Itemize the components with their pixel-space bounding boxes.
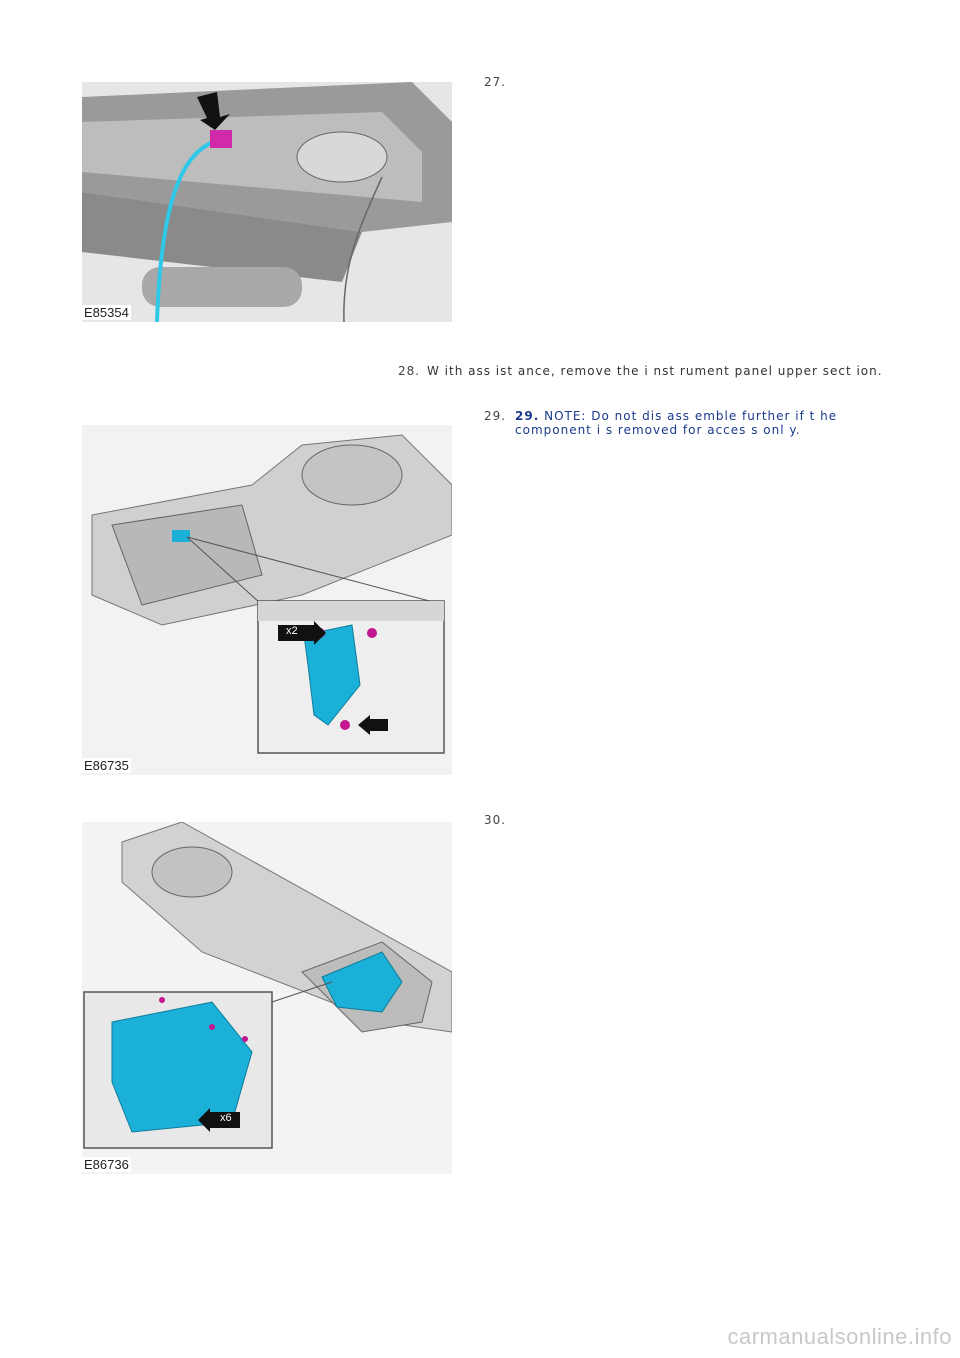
step-27-number: 27. — [484, 75, 507, 89]
harness-connector-figure-icon — [82, 82, 452, 322]
instrument-panel-module-figure-icon — [82, 822, 452, 1174]
figure-id-label: E86735 — [84, 758, 129, 773]
step-28-text: W ith ass ist ance, remove the i nst rument panel upper sect ion. — [427, 364, 883, 378]
figure-e85354 — [82, 82, 452, 322]
watermark-text: carmanualsonline.info — [727, 1324, 952, 1349]
step-29-note — [515, 409, 895, 437]
figure-e86735 — [82, 425, 452, 775]
callout-count-label: x6 — [220, 1112, 232, 1124]
note-step-prefix: 29. — [515, 409, 540, 423]
figure-id-label: E86736 — [84, 1157, 129, 1172]
instrument-panel-bracket-figure-icon — [82, 425, 452, 775]
callout-count-label: x2 — [286, 625, 298, 637]
step-29-number: 29. — [484, 409, 507, 423]
figure-id-label: E85354 — [84, 305, 129, 320]
figure-e86736 — [82, 822, 452, 1174]
step-28-number: 28. — [398, 364, 421, 378]
step-30-number: 30. — [484, 813, 507, 827]
note-text: NOTE: Do not dis ass emble further if t he component i s removed for acces s onl y. — [515, 409, 838, 437]
